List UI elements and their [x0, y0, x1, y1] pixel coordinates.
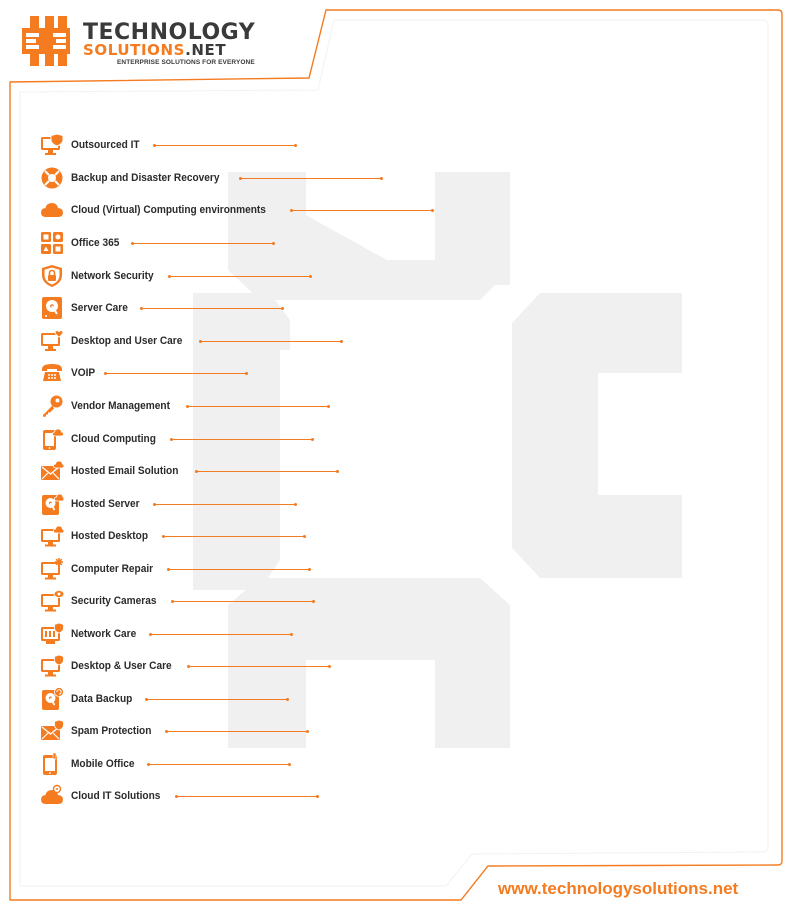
service-label: Hosted Server: [71, 498, 140, 510]
logo-wordmark-solutions: SOLUTIONS: [83, 41, 186, 59]
service-label: Outsourced IT: [71, 139, 140, 151]
service-item[interactable]: [40, 166, 382, 190]
lifebuoy-icon: [40, 166, 64, 190]
service-item[interactable]: [40, 361, 247, 385]
telephone-icon: [40, 361, 64, 385]
leader-line: [132, 243, 274, 244]
service-item[interactable]: [40, 231, 274, 255]
leader-line: [146, 699, 288, 700]
service-item[interactable]: [40, 654, 330, 678]
envelope-cloud-icon: [40, 459, 64, 483]
logo-wordmark-line2: [83, 42, 226, 59]
office-apps-icon: [40, 231, 64, 255]
logo-tagline: ENTERPRISE SOLUTIONS FOR EVERYONE: [117, 59, 255, 66]
leader-line: [150, 634, 292, 635]
cloud-gear-icon: [40, 784, 64, 808]
service-item[interactable]: [40, 784, 318, 808]
service-label: Mobile Office: [71, 758, 135, 770]
leader-line: [166, 731, 308, 732]
service-label: Cloud (Virtual) Computing environments: [71, 204, 266, 216]
service-label: Desktop & User Care: [71, 660, 172, 672]
leader-line: [171, 439, 313, 440]
service-item[interactable]: [40, 427, 313, 451]
monitor-heart-icon: [40, 329, 64, 353]
service-label: Hosted Desktop: [71, 530, 149, 542]
leader-line: [291, 210, 433, 211]
leader-line: [168, 569, 310, 570]
monitor-network-shield-icon: [40, 622, 64, 646]
leader-line: [240, 178, 382, 179]
shield-lock-icon: [40, 264, 64, 288]
hard-drive-backup-icon: [40, 687, 64, 711]
logo-wordmark-line1: TECHNOLOGY: [83, 20, 256, 45]
service-label: Desktop and User Care: [71, 335, 183, 347]
service-item[interactable]: [40, 394, 329, 418]
leader-line: [154, 145, 296, 146]
service-label: Spam Protection: [71, 725, 152, 737]
leader-line: [196, 471, 338, 472]
leader-line: [163, 536, 305, 537]
service-label: Cloud Computing: [71, 433, 156, 445]
website-link[interactable]: www.technologysolutions.net: [498, 879, 739, 898]
service-item[interactable]: [40, 198, 433, 222]
key-icon: [40, 394, 64, 418]
service-item[interactable]: [40, 557, 310, 581]
monitor-camera-icon: [40, 589, 64, 613]
hard-drive-icon: [40, 296, 64, 320]
mobile-badge-icon: [40, 752, 64, 776]
service-item[interactable]: [40, 329, 342, 353]
logo-wordmark-net: .NET: [185, 41, 227, 59]
monitor-wrench-icon: [40, 557, 64, 581]
service-label: VOIP: [71, 367, 96, 379]
service-item[interactable]: [40, 133, 296, 157]
service-label: Office 365: [71, 237, 120, 249]
monitor-user-shield-icon: [40, 654, 64, 678]
service-item[interactable]: [40, 752, 290, 776]
service-label: Network Care: [71, 628, 137, 640]
service-label: Computer Repair: [71, 563, 154, 575]
leader-line: [188, 666, 330, 667]
hard-drive-cloud-icon: [40, 492, 64, 516]
leader-line: [200, 341, 342, 342]
leader-line: [169, 276, 311, 277]
service-item[interactable]: [40, 622, 292, 646]
service-item[interactable]: [40, 492, 296, 516]
leader-line: [176, 796, 318, 797]
service-item[interactable]: [40, 687, 288, 711]
service-item[interactable]: [40, 719, 308, 743]
monitor-cloud-icon: [40, 524, 64, 548]
service-item[interactable]: [40, 589, 314, 613]
service-label: Network Security: [71, 270, 154, 282]
service-label: Cloud IT Solutions: [71, 790, 161, 802]
service-item[interactable]: [40, 459, 338, 483]
service-label: Server Care: [71, 302, 128, 314]
leader-line: [187, 406, 329, 407]
service-item[interactable]: [40, 264, 311, 288]
leader-line: [154, 504, 296, 505]
service-item[interactable]: [40, 296, 283, 320]
cloud-icon: [40, 198, 64, 222]
leader-line: [148, 764, 290, 765]
service-label: Data Backup: [71, 693, 133, 705]
service-item[interactable]: [40, 524, 305, 548]
mobile-cloud-icon: [40, 427, 64, 451]
service-label: Hosted Email Solution: [71, 465, 179, 477]
leader-line: [141, 308, 283, 309]
logo-mark-icon: [22, 16, 72, 66]
brand-logo[interactable]: [22, 14, 256, 70]
leader-line: [105, 373, 247, 374]
leader-line: [172, 601, 314, 602]
service-label: Security Cameras: [71, 595, 157, 607]
service-label: Vendor Management: [71, 400, 170, 412]
service-label: Backup and Disaster Recovery: [71, 172, 220, 184]
envelope-shield-icon: [40, 719, 64, 743]
monitor-shield-icon: [40, 133, 64, 157]
